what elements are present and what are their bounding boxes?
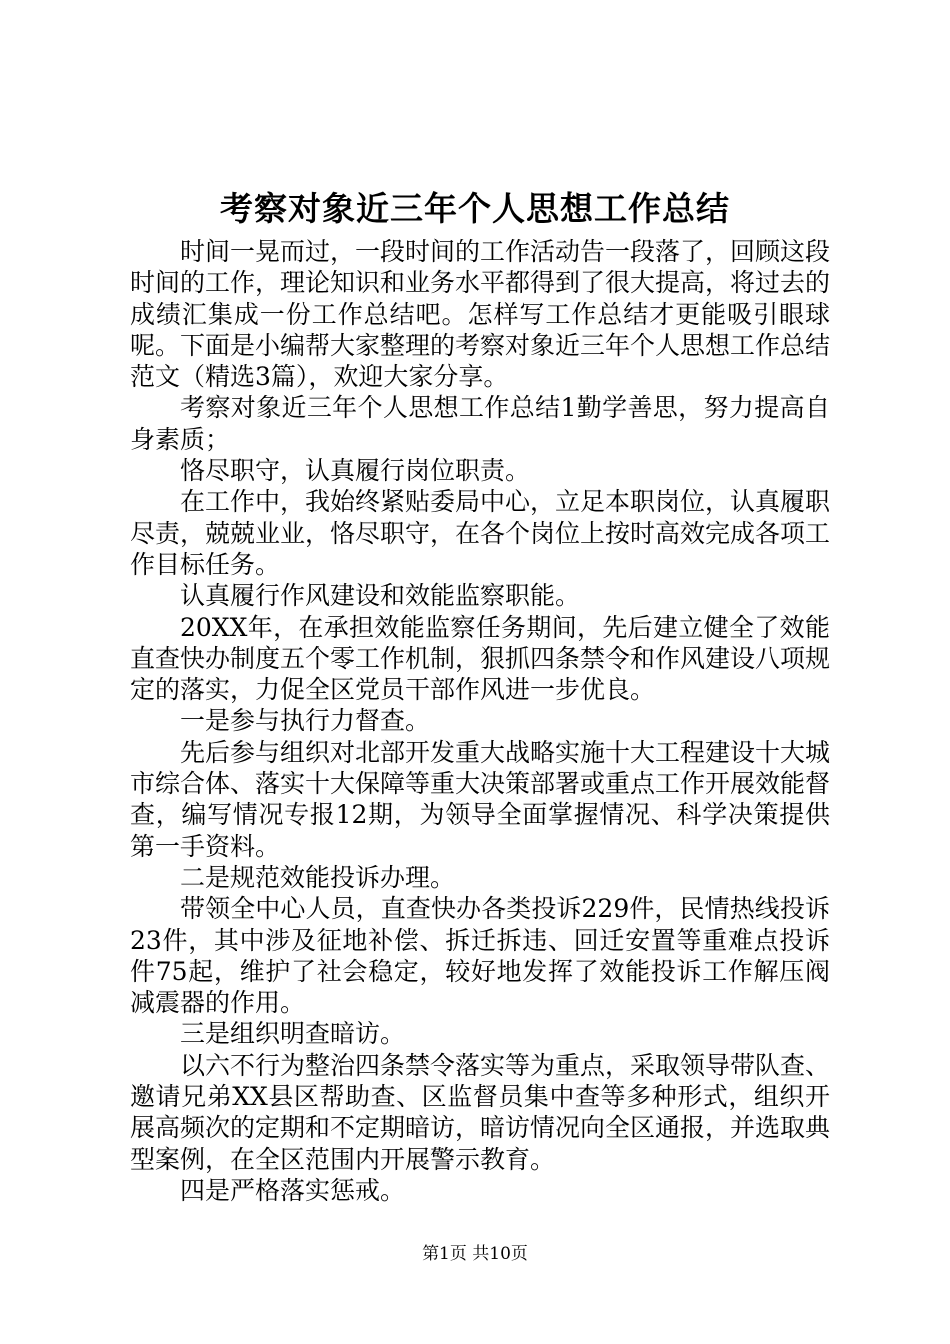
paragraph-style: 认真履行作风建设和效能监察职能。 (180, 581, 581, 611)
paragraph-heading-1: 考察对象近三年个人思想工作总结1勤学善思，努力提高自身素质； (130, 393, 830, 454)
paragraph-point-3-detail: 以六不行为整治四条禁令落实等为重点，采取领导带队查、邀请兄弟XX县区帮助查、区监督员集中查等多种形式，组织开展高频次的定期和不定期暗访，暗访情况向全区通报，并选取典型案例，在全区范围内开展警示教育。 (130, 1050, 831, 1174)
paragraph-work: 在工作中，我始终紧贴委局中心，立足本职岗位，认真履职尽责，兢兢业业，恪尽职守，在各个岗位上按时高效完成各项工作目标任务。 (130, 487, 831, 579)
paragraph-duty: 恪尽职守，认真履行岗位职责。 (180, 456, 531, 486)
document-body (130, 236, 830, 1206)
paragraph-intro: 时间一晃而过，一段时间的工作活动告一段落了，回顾这段时间的工作，理论知识和业务水平都得到了很大提高，将过去的成绩汇集成一份工作总结吧。怎样写工作总结才更能吸引眼球呢。下面是小编帮大家整理的考察对象近三年个人思想工作总结范文（精选3篇），欢迎大家分享。 (130, 237, 831, 392)
paragraph-point-2-detail: 带领全中心人员，直查快办各类投诉229件，民情热线投诉23件，其中涉及征地补偿、拆迁拆违、回迁安置等重难点投诉件75起，维护了社会稳定，较好地发挥了效能投诉工作解压阀减震器的作用。 (130, 894, 830, 1018)
paragraph-point-1: 一是参与执行力督查。 (180, 706, 431, 736)
document-title: 考察对象近三年个人思想工作总结 (220, 189, 730, 228)
paragraph-point-1-detail: 先后参与组织对北部开发重大战略实施十大工程建设十大城市综合体、落实十大保障等重大决策部署或重点工作开展效能督查，编写情况专报12期，为领导全面掌握情况、科学决策提供第一手资料。 (130, 737, 831, 861)
paragraph-year: 20XX年，在承担效能监察任务期间，先后建立健全了效能直查快办制度五个零工作机制，狠抓四条禁令和作风建设八项规定的落实，力促全区党员干部作风进一步优良。 (130, 612, 831, 705)
page-footer: 第1页 共10页 (422, 1244, 528, 1264)
paragraph-point-2: 二是规范效能投诉办理。 (180, 862, 456, 892)
paragraph-point-4: 四是严格落实惩戒。 (180, 1175, 406, 1205)
paragraph-point-3: 三是组织明查暗访。 (180, 1019, 406, 1049)
